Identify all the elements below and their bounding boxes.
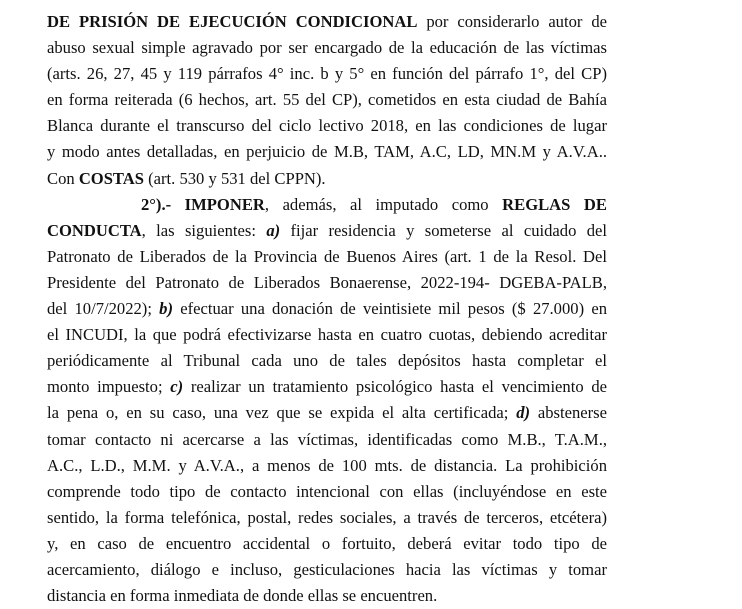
clause-letter: c) (170, 377, 184, 397)
text-line-14 (47, 348, 607, 374)
bold-text-run: DE PRISIÓN DE EJECUCIÓN CONDICIONAL (47, 12, 418, 31)
text-run: y modo antes detalladas, en perjuicio de M.B, TAM, A.C, LD, MN.M y A.V.A.. (47, 142, 607, 162)
clause-letter: a) (266, 220, 281, 240)
bold-text-run: CONDUCTA (47, 220, 142, 240)
text-line-21 (47, 531, 607, 557)
text-line-20 (47, 505, 607, 531)
text-line-18 (47, 453, 607, 479)
text-run: el INCUDI, la que podrá efectivizarse hasta en cuatro cuotas, debiendo acreditar (47, 325, 607, 345)
text-run: tomar contacto ni acercarse a las víctimas, identificadas como M.B., T.A.M., (47, 429, 607, 449)
text-run: en forma reiterada (6 hechos, art. 55 del CP), cometidos en esta ciudad de Bahía (47, 90, 607, 110)
text-line-17 (47, 427, 607, 453)
text-line-1 (47, 9, 607, 35)
text-line-5 (47, 113, 607, 139)
bold-text-run: 2°).- IMPONER (141, 194, 265, 214)
text-line-9 (47, 218, 607, 244)
text-run: por considerarlo autor de (417, 12, 608, 31)
text-line-10 (47, 244, 607, 270)
text-run: realizar un tratamiento psicológico hasta el vencimiento de (183, 377, 607, 397)
text-run: Con (47, 168, 79, 188)
text-line-15 (47, 374, 607, 400)
text-run: (art. 530 y 531 del CPPN). (143, 168, 326, 188)
text-run: la pena o, en su caso, una vez que se expida el alta certificada; (47, 403, 517, 423)
text-run: periódicamente al Tribunal cada uno de tales depósitos hasta completar el (47, 351, 607, 371)
text-line-4 (47, 87, 607, 113)
text-run: abuso sexual simple agravado por ser encargado de la educación de las víctimas (47, 38, 607, 58)
text-line-19 (47, 479, 607, 505)
text-run: acercamiento, diálogo e incluso, gesticulaciones hacia las víctimas y tomar (47, 559, 607, 579)
text-line-3 (47, 61, 607, 87)
text-run: A.C., L.D., M.M. y A.V.A., a menos de 100 mts. de distancia. La prohibición (47, 455, 607, 475)
text-line-8 (47, 192, 607, 218)
text-run: , las siguientes: (141, 220, 267, 240)
bold-text-run: COSTAS (78, 168, 144, 188)
text-run: , además, al imputado como (264, 194, 503, 214)
text-line-22 (47, 557, 607, 583)
text-run: Presidente del Patronato de Liberados Bonaerense, 2022-194- DGEBA-PALB, (47, 272, 607, 292)
text-run: Blanca durante el transcurso del ciclo lectivo 2018, en las condiciones de lugar (47, 116, 607, 136)
text-run: del 10/7/2022); (47, 299, 160, 319)
bold-text-run: REGLAS DE (502, 194, 607, 214)
text-line-16 (47, 400, 607, 426)
clause-letter: d) (516, 403, 531, 423)
text-line-23 (47, 583, 607, 609)
text-line-7 (47, 166, 607, 192)
text-run: efectuar una donación de veintisiete mil pesos ($ 27.000) en (173, 299, 607, 319)
text-run: distancia en forma inmediata de donde ellas se encuentren. (47, 586, 438, 606)
text-line-6 (47, 139, 607, 165)
text-run: sentido, la forma telefónica, postal, redes sociales, a través de terceros, etcétera) (47, 507, 607, 527)
text-run: abstenerse (530, 403, 607, 423)
text-run: y, en caso de encuentro accidental o fortuito, deberá evitar todo tipo de (47, 533, 607, 553)
text-run: comprende todo tipo de contacto intencional con ellas (incluyéndose en este (47, 481, 607, 501)
text-line-12 (47, 296, 607, 322)
text-run: (arts. 26, 27, 45 y 119 párrafos 4° inc. b y 5° en función del párrafo 1°, del CP) (47, 64, 607, 84)
text-run: fijar residencia y someterse al cuidado del (280, 220, 607, 240)
document-body (47, 9, 607, 609)
text-line-2 (47, 35, 607, 61)
text-run: monto impuesto; (47, 377, 171, 397)
text-run: Patronato de Liberados de la Provincia de Buenos Aires (art. 1 de la Resol. Del (47, 246, 607, 266)
clause-letter: b) (159, 299, 173, 319)
text-line-13 (47, 322, 607, 348)
text-line-11 (47, 270, 607, 296)
